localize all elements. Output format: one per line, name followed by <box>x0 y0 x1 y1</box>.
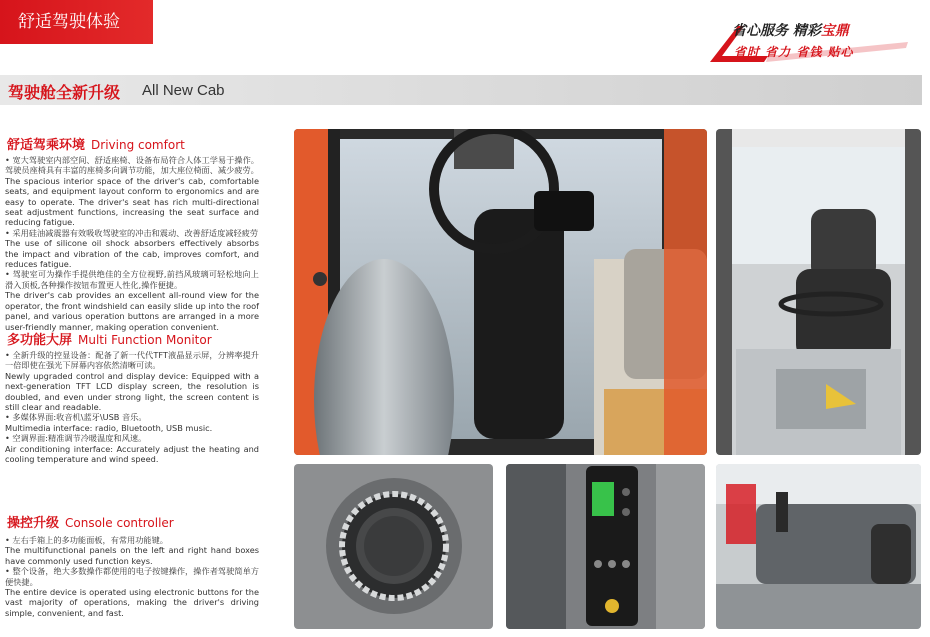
logo-line2: 省时 省力 省钱 贴心 <box>734 45 854 59</box>
section-body-driving-comfort: • 宽大驾驶室内部空间、舒适座椅、设备布局符合人体工学易于操作。驾驶员座椅具有丰富的座椅多向调节功能，加大座位椅面、减少疲劳。 The spacious interior space of the driver's cab, comfortable seats, and equipment layout conform to ergonomics and are easy to operate. The driver's seat has rich multi-directional seat adjustment functions, increasing the seat surface and reducing fatigue. • 采用硅油减震器有效吸收驾驶室的冲击和震动、改善舒适度减轻疲劳 The use of silicone oil shock absorbers effectively absorbs the impact and vibration of the cab, improves comfort, and reduces fatigue. • 驾驶室可为操作手提供绝佳的全方位视野,前挡风玻璃可轻松地向上滑入顶板,各种操作按钮布置更人性化,操作便捷。 The driver's cab provides an excellent all-round view for the operator, the front windshield can easily slide up into the roof panel, and various operation buttons are arranged in a more user-friendly manner, making operation convenient. <box>5 155 259 332</box>
section-title-console: 操控升级 Console controller <box>7 516 174 531</box>
photo-cab-interior <box>294 129 707 455</box>
header-tab: 舒适驾驶体验 <box>0 0 153 44</box>
section-band <box>0 75 922 105</box>
section-title-monitor: 多功能大屏 Multi Function Monitor <box>7 333 212 348</box>
photo-control-knob <box>294 464 493 629</box>
logo-line1: 省心服务 精彩宝鼎 <box>732 23 849 39</box>
band-title-en: All New Cab <box>142 82 225 99</box>
band-title-cn: 驾驶舱全新升级 <box>8 83 121 102</box>
section-body-monitor: • 全新升级的控显设备：配备了新一代代TFT液晶显示屏，分辨率提升一倍即使在强光下屏幕内容依然清晰可读。 Newly upgraded control and display device: Equipped with a next-generation TFT LCD display screen, the resolution is doubled, and even under strong light, the screen content is still clear and readable. • 多媒体界面:收音机\蓝牙\USB 音乐。 Multimedia interface: radio, Bluetooth, USB music. • 空调界面:精准调节冷暖温度和风速。 Air conditioning interface: Accurately adjust the heating and cooling temperature and wind speed. <box>5 350 259 465</box>
photo-control-panel <box>506 464 705 629</box>
photo-hand-controls <box>716 464 921 629</box>
section-title-driving-comfort: 舒适驾乘环境 Driving comfort <box>7 138 185 153</box>
section-body-console: • 左右手箱上的多功能面板，有常用功能键。 The multifunctional panels on the left and right hand boxes have commonly used function keys. • 整个设备，绝大多数操作都使用的电子按键操作，操作者驾驶简单方便快捷。 The entire device is operated using electronic buttons for the vast majority of operations, making the driver's driving simple, convenient, and fast. <box>5 535 259 618</box>
photo-driver-seat <box>716 129 921 455</box>
brand-logo <box>708 18 913 66</box>
